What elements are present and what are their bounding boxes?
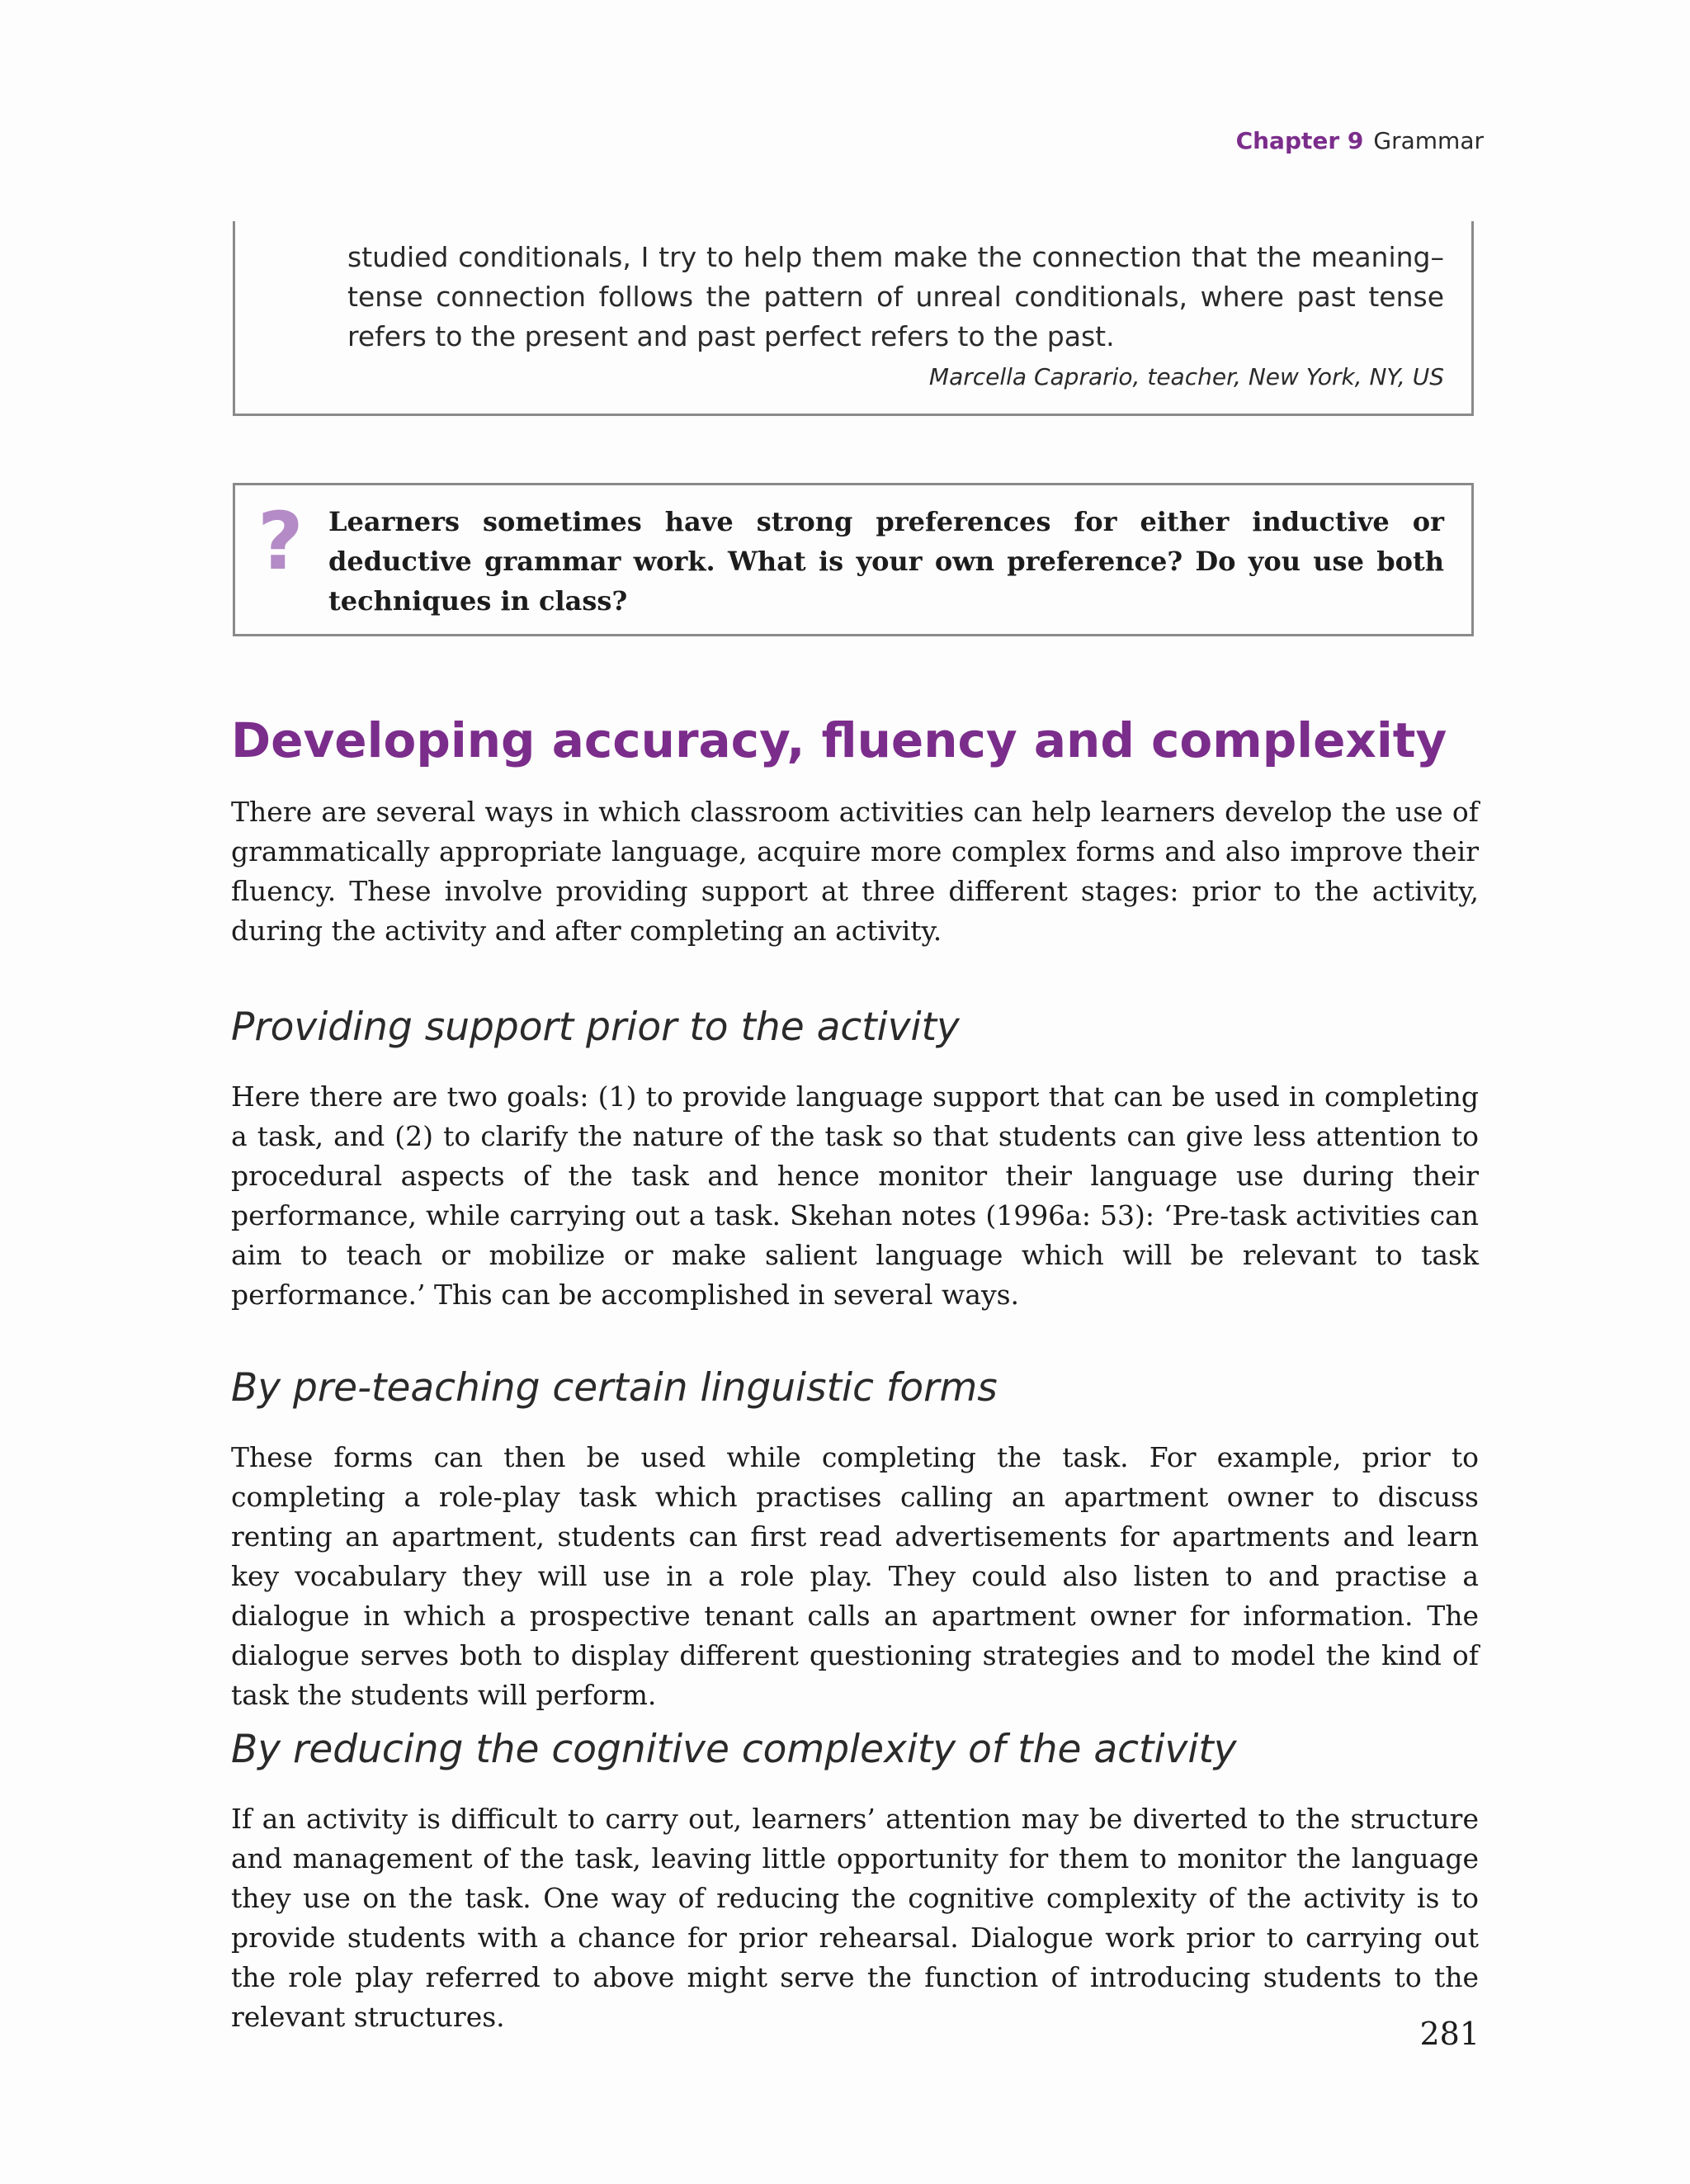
reflection-question: Learners sometimes have strong preferences for either inductive or deductive grammar work. What is your own preference? Do you use both techniques in class? [328,506,1444,617]
quote-attribution: Marcella Caprario, teacher, New York, NY, US [928,363,1444,390]
subsection-body-support-prior: Here there are two goals: (1) to provide language support that can be used in completing a task, and (2) to clarify the nature of the task so that students can give less attention to procedural aspects of the task and hence monitor their language use during their performance, while carrying out a task. Skehan notes (1996a: 53): ‘Pre-task activities can aim to teach or mobilize or make salient language which will be relevant to task performance.’ This can be accomplished in several ways. [231,1080,1479,1311]
subsection-body-pre-teaching: These forms can then be used while completing the task. For example, prior to completing a role-play task which practises calling an apartment owner to discuss renting an apartment, students can first read advertisements for apartments and learn key vocabulary they will use in a role play. They could also listen to and practise a dialogue in which a prospective tenant calls an apartment owner for information. The dialogue serves both to display different questioning strategies and to model the kind of task the students will perform. [231,1441,1479,1711]
reflection-box [233,483,1474,636]
section-title: Developing accuracy, fluency and complexity [231,712,1447,768]
chapter-title: Grammar [1373,127,1484,154]
running-head [1236,127,1484,154]
subsection-title-reducing-complexity: By reducing the cognitive complexity of the activity [231,1727,1237,1772]
section-intro-paragraph: There are several ways in which classroom activities can help learners develop the use of grammatically appropriate language, acquire more complex forms and also improve their fluency. These involve providing support at three different stages: prior to the activity, during the activity and after completing an activity. [231,796,1479,947]
subsection-title-support-prior: Providing support prior to the activity [231,1005,960,1050]
subsection-body-reducing-complexity: If an activity is difficult to carry out, learners’ attention may be diverted to the structure and management of the task, leaving little opportunity for them to monitor the language they use on the task. One way of reducing the cognitive complexity of the activity is to provide students with a chance for prior rehearsal. Dialogue work prior to carrying out the role play referred to above might serve the function of introducing students to the relevant structures. [231,1803,1479,2033]
question-mark-icon: ? [257,495,304,588]
teacher-quote-box [233,221,1474,416]
subsection-title-pre-teaching: By pre-teaching certain linguistic forms [231,1365,998,1411]
page-number: 281 [1419,2016,1480,2052]
chapter-label: Chapter 9 [1235,127,1364,154]
quote-text: studied conditionals, I try to help them make the connection that the meaning–tense connection follows the pattern of unreal conditionals, where past tense refers to the present and past perfect refers to the past. [347,241,1444,352]
